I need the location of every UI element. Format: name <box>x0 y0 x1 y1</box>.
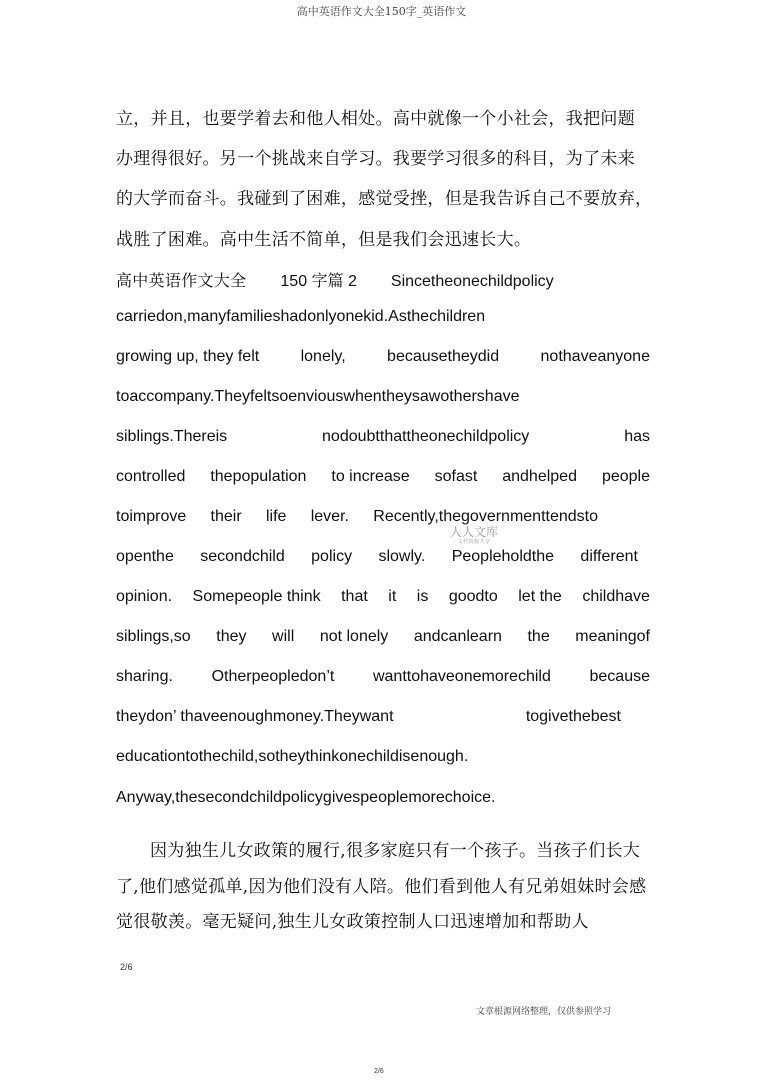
watermark-subtitle: 文档资源共享 <box>457 539 491 545</box>
english-text: different <box>580 548 638 565</box>
translation-line: 因为独生儿女政策的履行,很多家庭只有一个孩子。当孩子们长大 <box>150 841 641 861</box>
essay-heading-title: 高中英语作文大全 <box>116 271 247 290</box>
english-text: thepopulation <box>210 468 307 485</box>
english-text: people <box>601 468 650 485</box>
english-text: nothaveanyone <box>540 348 650 365</box>
english-text: because <box>589 668 650 685</box>
essay-heading-count: 150 字篇 2 <box>280 273 357 290</box>
english-text: sofast <box>434 468 478 485</box>
page-number-footer: 2/6 <box>374 1068 384 1075</box>
english-text: their <box>210 508 242 525</box>
essay-first-words: Sincetheonechildpolicy <box>390 273 554 290</box>
english-line <box>116 668 650 686</box>
page-number-label: 2/6 <box>120 962 133 972</box>
english-text: openthe <box>116 548 174 565</box>
body-text-line: 的大学而奋斗。我碰到了困难，感觉受挫，但是我告诉自己不要放弃， <box>116 189 653 209</box>
english-text: Peopleholdthe <box>451 548 555 565</box>
english-text: andcanlearn <box>413 628 502 645</box>
english-text: growing up, they felt <box>116 348 260 365</box>
english-line <box>116 348 650 366</box>
english-line <box>116 468 650 486</box>
english-text: andhelped <box>502 468 577 485</box>
watermark-logo <box>450 526 498 545</box>
english-text: the <box>527 628 550 645</box>
english-text: Anyway,thesecondchildpolicygivespeoplemorechoice. <box>116 789 496 806</box>
english-text: sharing. <box>116 668 173 685</box>
english-text: togivethebest <box>525 708 621 725</box>
english-line <box>116 588 650 606</box>
english-text: to increase <box>331 468 410 485</box>
body-text-line: 办理得很好。另一个挑战来自学习。我要学习很多的科目，为了未来 <box>116 149 635 169</box>
english-text: meaningof <box>575 628 650 645</box>
english-text: goodto <box>448 588 498 605</box>
english-text: Somepeople think <box>192 588 321 605</box>
translation-line: 觉很敬羡。毫无疑问,独生儿女政策控制人口迅速增加和帮助人 <box>116 912 589 932</box>
english-text: theydon’ thaveenoughmoney.Theywant <box>116 708 394 725</box>
english-text: let the <box>518 588 562 605</box>
english-text: siblings.Thereis <box>116 428 228 445</box>
english-text: has <box>624 428 650 445</box>
english-line <box>116 708 621 726</box>
english-line <box>116 308 485 326</box>
body-text-line: 战胜了困难。高中生活不简单，但是我们会迅速长大。 <box>116 230 532 250</box>
footer-note: 文章根源网络整理，仅供参照学习 <box>476 1007 612 1017</box>
english-line <box>116 388 520 406</box>
english-text: they <box>216 628 247 645</box>
english-text: lever. <box>310 508 349 525</box>
english-text: Otherpeopledon’t <box>211 668 335 685</box>
english-text: becausetheydid <box>387 348 500 365</box>
english-text: not lonely <box>319 628 389 645</box>
english-text: is <box>416 588 429 605</box>
english-text: carriedon,manyfamilieshadonlyonekid.Asthechildren <box>116 308 486 325</box>
english-text: childhave <box>582 588 650 605</box>
english-text: nodoubtthattheonechildpolicy <box>322 428 530 445</box>
english-text: lonely, <box>300 348 346 365</box>
english-text: policy <box>311 548 353 565</box>
body-text-line: 立，并且，也要学着去和他人相处。高中就像一个小社会，我把问题 <box>116 109 635 129</box>
watermark-title: 人人文库 <box>450 525 499 539</box>
english-text: toimprove <box>116 508 187 525</box>
english-line <box>116 748 468 766</box>
english-text: that <box>341 588 368 605</box>
english-line <box>116 789 495 807</box>
english-text: controlled <box>116 468 186 485</box>
english-line <box>116 548 638 566</box>
english-line <box>116 428 650 446</box>
document-header: 高中英语作文大全150字_英语作文 <box>296 5 467 18</box>
english-text: secondchild <box>200 548 285 565</box>
translation-line: 了,他们感觉孤单,因为他们没有人陪。他们看到他人有兄弟姐妹时会感 <box>116 877 647 897</box>
english-line <box>116 628 650 646</box>
english-text: slowly. <box>378 548 426 565</box>
english-text: toaccompany.Theyfeltsoenviouswhentheysawothershave <box>116 388 520 405</box>
essay-heading <box>116 268 566 291</box>
english-text: opinion. <box>116 588 173 605</box>
english-text: it <box>388 588 397 605</box>
english-text: wanttohaveonemorechild <box>372 668 551 685</box>
english-text: educationtothechild,sotheythinkonechildisenough. <box>116 748 469 765</box>
english-text: life <box>265 508 287 525</box>
english-text: siblings,so <box>116 628 191 645</box>
english-line <box>116 508 598 526</box>
english-text: will <box>272 628 295 645</box>
english-text: Recently,thegovernmenttendsto <box>373 508 598 525</box>
